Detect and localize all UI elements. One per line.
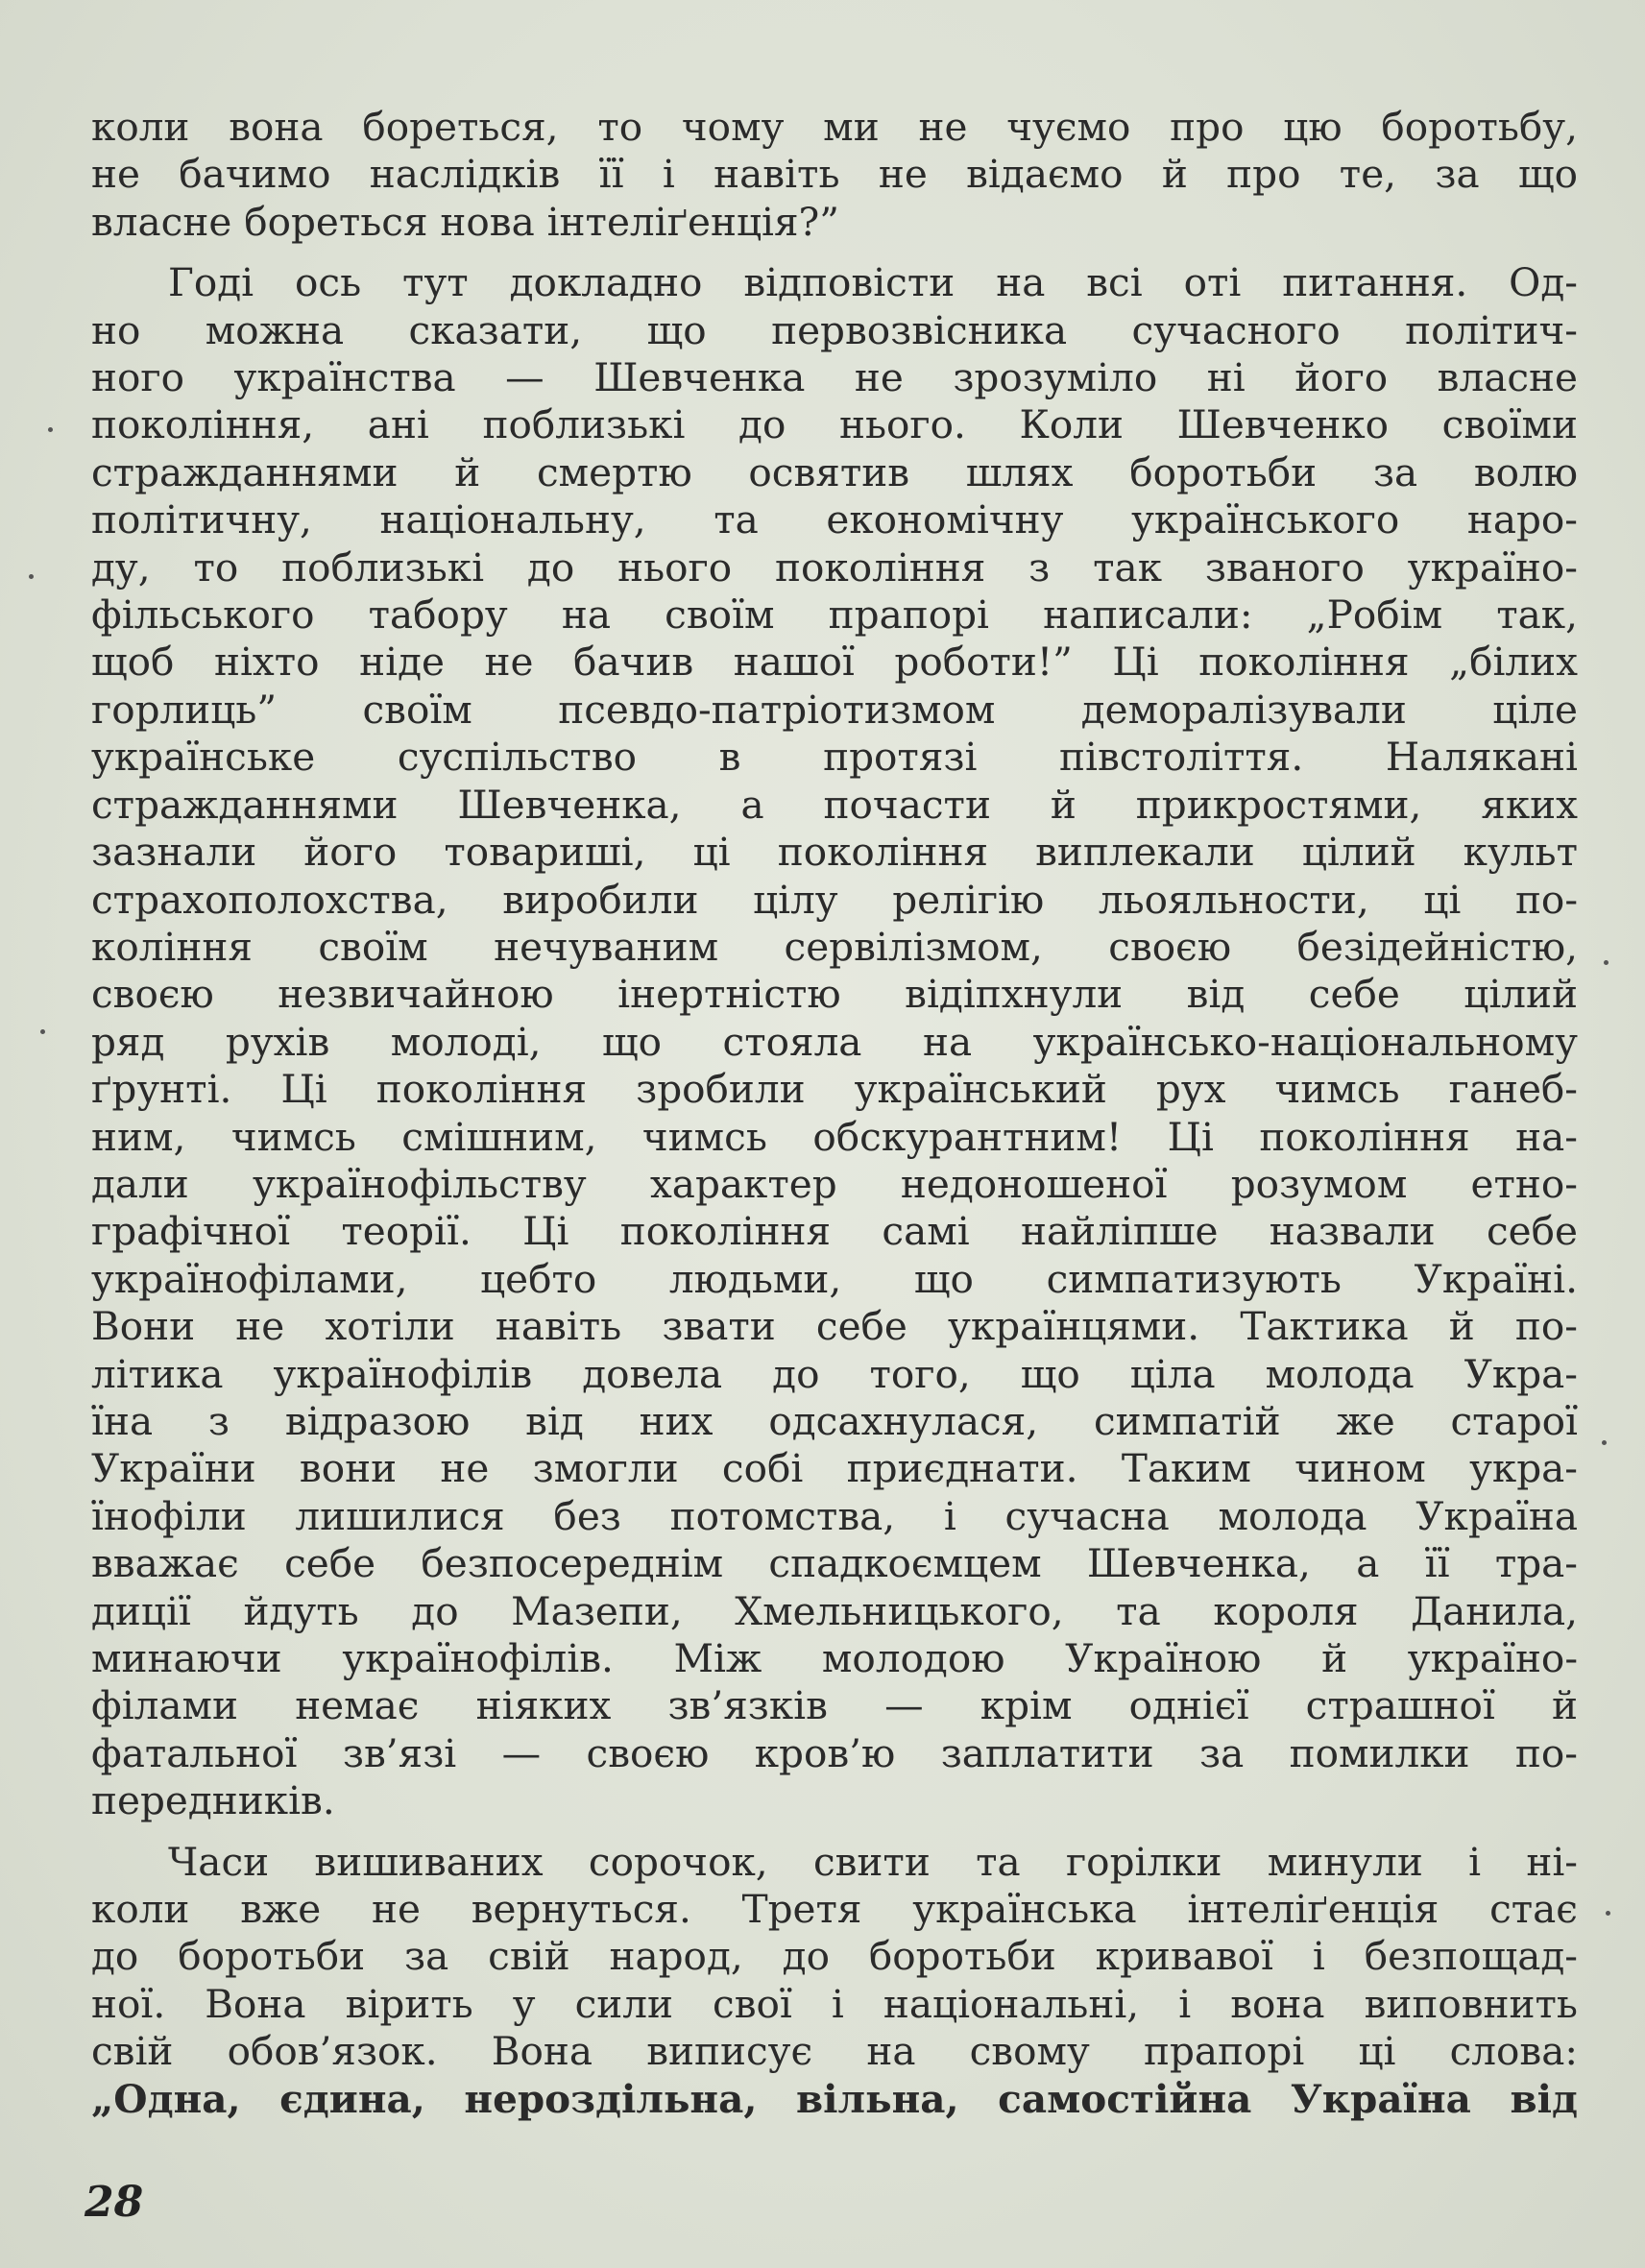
text-line: коління своїм нечуваним сервілізмом, своєю безідейністю, xyxy=(91,923,1578,970)
text-line: своєю незвичайною інертністю відіпхнули від себе цілий xyxy=(91,971,1578,1018)
text-line: Вони не хотіли навіть звати себе українцями. Тактика й по- xyxy=(91,1303,1578,1350)
paragraph-1 xyxy=(91,104,1578,246)
scan-speck xyxy=(1606,1911,1610,1916)
bold-slogan-line: „Одна, єдина, нероздільна, вільна, самостійна Україна від xyxy=(91,2075,1578,2122)
text-line: України вони не змогли собі приєднати. Таким чином укра- xyxy=(91,1445,1578,1492)
text-line: щоб ніхто ніде не бачив нашої роботи!” Ці покоління „білих xyxy=(91,639,1578,686)
scan-speck xyxy=(48,427,53,432)
text-line: свій обов’язок. Вона виписує на свому прапорі ці слова: xyxy=(91,2028,1578,2075)
text-line: власне бореться нова інтеліґенція?” xyxy=(91,198,839,245)
text-line: но можна сказати, що первозвісника сучасного політич- xyxy=(91,306,1578,353)
text-line: політичну, національну, та економічну українського наро- xyxy=(91,496,1578,543)
body-text xyxy=(91,104,1578,2123)
text-line: ної. Вона вірить у сили свої і національні, і вона виповнить xyxy=(91,1980,1578,2027)
text-line: графічної теорії. Ці покоління самі найліпше назвали себе xyxy=(91,1208,1578,1255)
text-line: філами немає ніяких зв’язків — крім однієї страшної й xyxy=(91,1682,1578,1729)
paragraph-3 xyxy=(91,1839,1578,2123)
text-line: не бачимо наслідків її і навіть не відаємо й про те, за що xyxy=(91,151,1578,198)
text-line: коли вона бореться, то чому ми не чуємо про цю боротьбу, xyxy=(91,104,1578,150)
text-line: вважає себе безпосереднім спадкоємцем Шевченка, а її тра- xyxy=(91,1540,1578,1587)
text-line: ду, то поблизькі до нього покоління з так званого україно- xyxy=(91,543,1578,591)
text-line: їнофіли лишилися без потомства, і сучасна молода Україна xyxy=(91,1492,1578,1539)
text-line: дали українофільству характер недоношеної розумом етно- xyxy=(91,1160,1578,1207)
text-line: стражданнями Шевченка, а почасти й прикростями, яких xyxy=(91,781,1578,828)
text-line: минаючи українофілів. Між молодою Україною й українo- xyxy=(91,1635,1578,1681)
text-line: ного українства — Шевченка не зрозуміло ні його власне xyxy=(91,354,1578,401)
text-line: фатальної зв’язі — своєю кров’ю заплатити за помилки по- xyxy=(91,1729,1578,1776)
text-line: передників. xyxy=(91,1777,335,1824)
text-line: горлиць” своїм псевдо-патріотизмом деморалізували ціле xyxy=(91,686,1578,733)
text-line: зазнали його товариші, ці покоління виплекали цілий культ xyxy=(91,829,1578,876)
text-line: Часи вишиваних сорочок, свити та горілки минули і ні- xyxy=(168,1838,1578,1885)
scan-speck xyxy=(29,574,34,579)
text-line: покоління, ані поблизькі до нього. Коли Шевченко своїми xyxy=(91,401,1578,448)
text-line: літика українофілів довела до того, що ціла молода Укра- xyxy=(91,1350,1578,1397)
text-line: страхополохства, виробили цілу релігію льояльности, ці по- xyxy=(91,876,1578,923)
scan-speck xyxy=(1602,1440,1607,1445)
text-line: коли вже не вернуться. Третя українська інтеліґенція стає xyxy=(91,1886,1578,1933)
text-line: диції йдуть до Мазепи, Хмельницького, та короля Данила, xyxy=(91,1587,1578,1634)
text-line: ґрунті. Ці покоління зробили український рух чимсь ганеб- xyxy=(91,1066,1578,1113)
text-line: Годі ось тут докладно відповісти на всі оті питання. Од- xyxy=(168,259,1578,306)
text-line: фільського табору на своїм прапорі написали: „Робім так, xyxy=(91,591,1578,639)
scan-speck xyxy=(40,1029,45,1034)
scan-speck xyxy=(1604,960,1609,965)
paragraph-2 xyxy=(91,259,1578,1824)
text-line: їна з відразою від них одсахнулася, симпатій же старої xyxy=(91,1397,1578,1444)
text-line: ряд рухів молоді, що стояла на українсько-національному xyxy=(91,1018,1578,1065)
text-line: до боротьби за свій народ, до боротьби кривавої і безпощад- xyxy=(91,1933,1578,1980)
text-line: українофілами, цебто людьми, що симпатизують Україні. xyxy=(91,1255,1578,1302)
text-line: українське суспільство в протязі півстоліття. Налякані xyxy=(91,734,1578,781)
text-line: стражданнями й смертю освятив шлях боротьби за волю xyxy=(91,448,1578,495)
text-line: ним, чимсь смішним, чимсь обскурантним! Ці покоління на- xyxy=(91,1113,1578,1160)
page-number: 28 xyxy=(85,2178,144,2227)
